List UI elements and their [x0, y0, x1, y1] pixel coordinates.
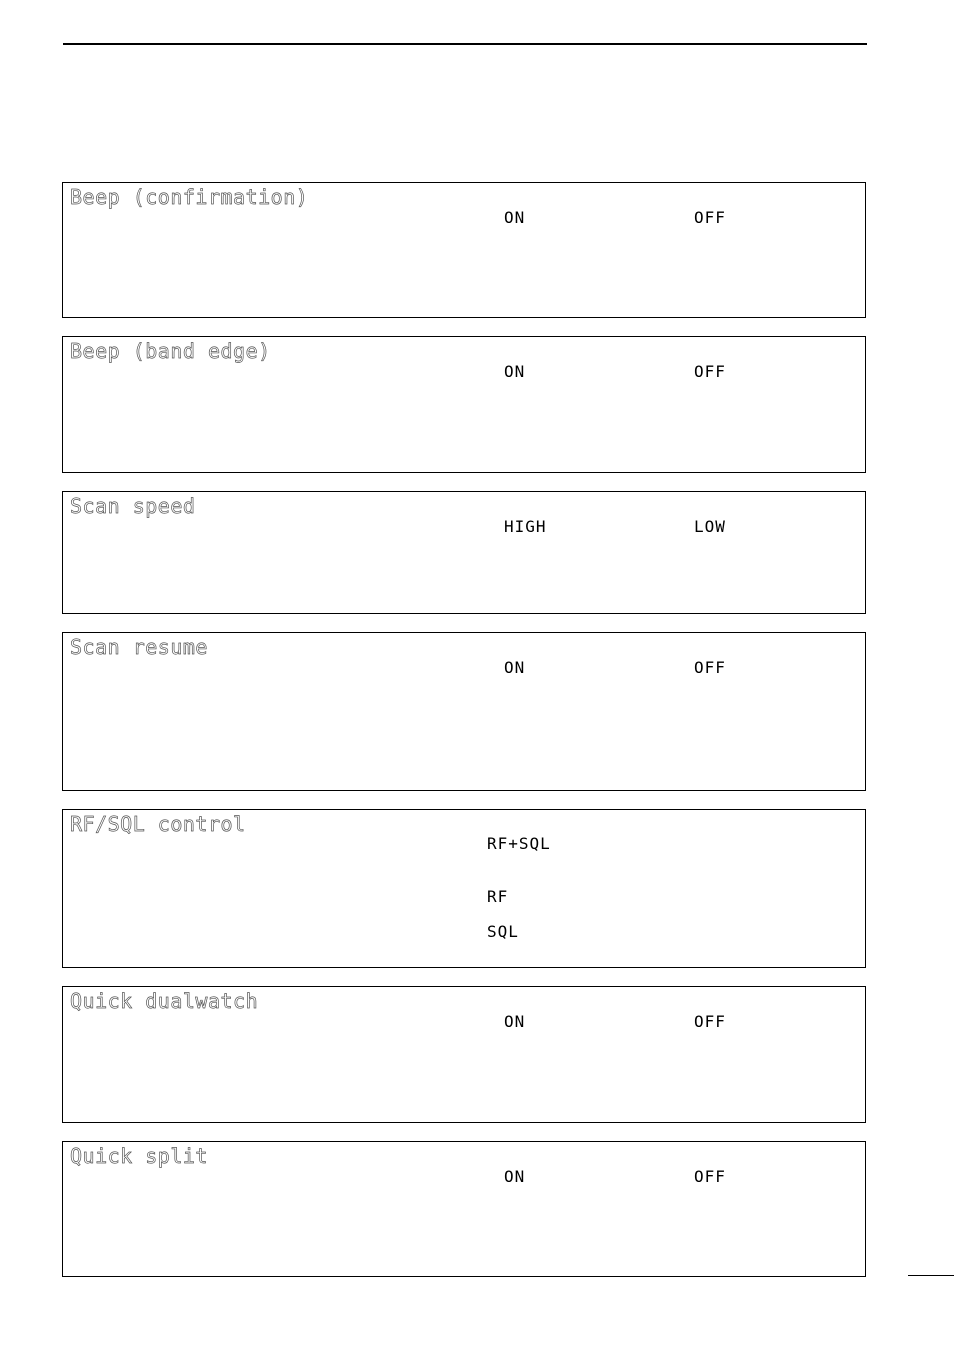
option-rf[interactable]: RF	[487, 887, 509, 906]
setting-panel-scan-resume	[62, 632, 866, 791]
option-off[interactable]: OFF	[694, 1167, 726, 1186]
setting-title: Quick split	[70, 1144, 208, 1168]
setting-title: Beep (band edge)	[70, 339, 271, 363]
option-on[interactable]: ON	[504, 1012, 526, 1031]
setting-panel-quick-split	[62, 1141, 866, 1277]
option-sql[interactable]: SQL	[487, 922, 519, 941]
option-high[interactable]: HIGH	[504, 517, 547, 536]
header-rule	[63, 43, 867, 45]
setting-title: Beep (confirmation)	[70, 185, 309, 209]
option-off[interactable]: OFF	[694, 362, 726, 381]
option-off[interactable]: OFF	[694, 1012, 726, 1031]
setting-title: RF/SQL control	[70, 812, 246, 836]
setting-panel-beep-band-edge	[62, 336, 866, 473]
setting-panel-scan-speed	[62, 491, 866, 614]
setting-title: Quick dualwatch	[70, 989, 259, 1013]
option-off[interactable]: OFF	[694, 208, 726, 227]
option-on[interactable]: ON	[504, 658, 526, 677]
option-rf-sql[interactable]: RF+SQL	[487, 834, 551, 853]
setting-panel-rf-sql-control	[62, 809, 866, 968]
option-low[interactable]: LOW	[694, 517, 726, 536]
option-on[interactable]: ON	[504, 1167, 526, 1186]
option-off[interactable]: OFF	[694, 658, 726, 677]
setting-title: Scan resume	[70, 635, 208, 659]
setting-panel-beep-confirmation	[62, 182, 866, 318]
option-on[interactable]: ON	[504, 208, 526, 227]
setting-title: Scan speed	[70, 494, 196, 518]
setting-panel-quick-dualwatch	[62, 986, 866, 1123]
option-on[interactable]: ON	[504, 362, 526, 381]
footer-rule	[908, 1275, 954, 1276]
